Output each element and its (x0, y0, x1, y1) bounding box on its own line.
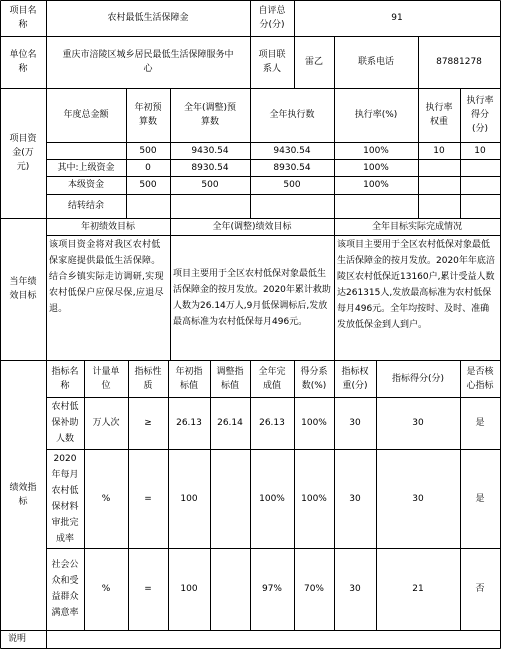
funds-cell-r3-c2 (170, 194, 250, 218)
indicator-cell-r0-c3: 26.13 (176, 418, 202, 428)
indicator-cell-r1-c8: 30 (412, 493, 424, 504)
indicator-cell-r0-c8: 30 (412, 418, 424, 428)
funds-header-3: 全年执行数 (269, 110, 315, 120)
funds-cell-r3-c5 (418, 194, 460, 218)
funds-cell-r3-c6 (460, 194, 500, 218)
funds-cell-r3-c3 (250, 194, 334, 218)
indicator-cell-r1-c1: % (101, 493, 111, 504)
indicators-section-label: 绩效指 标 (9, 483, 37, 507)
indicator-cell-r0-c7: 30 (349, 418, 361, 428)
goals-header-initial: 年初绩效目标 (80, 221, 135, 232)
project-name-label: 项目名 称 (9, 6, 37, 30)
phone-label: 联系电话 (357, 57, 394, 67)
indicator-cell-r0-c5: 26.13 (259, 418, 285, 428)
indicator-cell-r1-c0: 2020 年每月 农村低 保材料 审批完 成率 (51, 453, 79, 544)
goals-adjusted-text: 项目主要用于全区农村低保对象最低生活保障金的按月发放。2020年累计救助人数为26.14万人,9月低保调标后,发放最高标准为农村低保每月496元。 (173, 268, 331, 327)
indicator-cell-r1-c7: 30 (349, 493, 361, 504)
funds-cell-r1-c5 (418, 159, 460, 176)
funds-cell-r1-c1: 0 (145, 162, 151, 173)
funds-cell-r1-c0: 其中:上级资金 (57, 162, 115, 173)
project-name-value: 农村最低生活保障金 (107, 13, 189, 23)
funds-cell-r0-c2: 9430.54 (191, 145, 229, 156)
indicator-cell-r2-c4 (210, 548, 250, 630)
funds-cell-r3-c4 (334, 194, 418, 218)
goals-actual-text: 该项目主要用于全区农村低保对象最低生活保障金的按月发放。2020年年底涪陵区农村低保近13160户,累计受益人数达261315人,发放最高标准为农村低保每月496元。全年均按时、及时、准确发放低保金到人到户。 (337, 240, 495, 330)
funds-cell-r0-c4: 100% (363, 145, 389, 156)
indicator-header-5: 全年完 成值 (258, 366, 286, 391)
indicator-cell-r1-c3: 100 (180, 493, 198, 504)
indicator-cell-r0-c2: ≥ (144, 418, 152, 428)
funds-cell-r2-c2: 500 (201, 180, 219, 190)
indicator-cell-r2-c5: 97% (261, 584, 282, 594)
indicator-cell-r2-c9: 否 (475, 584, 485, 594)
contact-label: 项目联 系人 (258, 50, 286, 74)
funds-cell-r2-c1: 500 (139, 180, 157, 190)
indicator-header-8: 指标得分(分) (391, 373, 445, 384)
indicator-cell-r1-c5: 100% (259, 493, 285, 504)
indicator-cell-r0-c1: 万人次 (92, 418, 120, 428)
indicator-cell-r2-c1: % (101, 584, 111, 594)
indicator-header-9: 是否核 心指标 (466, 366, 494, 391)
indicator-cell-r1-c4 (210, 449, 250, 548)
unit-name-value: 重庆市涪陵区城乡居民最低生活保障服务中 心 (62, 50, 234, 74)
funds-cell-r3-c0: 结转结余 (67, 201, 104, 211)
indicator-cell-r2-c2: = (144, 584, 152, 594)
indicator-cell-r2-c7: 30 (349, 584, 361, 594)
funds-cell-r0-c5: 10 (433, 145, 445, 156)
funds-header-5: 执行率 权重 (425, 103, 453, 127)
funds-header-1: 年初预 算数 (134, 103, 162, 127)
goals-initial-text: 该项目资金将对我区农村低保家庭提供最低生活保障。结合乡镇实际走访调研,实现农村低保户应保尽保,应退尽退。 (49, 240, 164, 314)
note-value (46, 630, 500, 648)
indicator-cell-r2-c3: 100 (180, 584, 198, 594)
funds-cell-r0-c1: 500 (139, 145, 157, 156)
unit-name-label: 单位名 称 (9, 50, 37, 74)
funds-cell-r1-c2: 8930.54 (191, 162, 229, 173)
indicator-header-6: 得分系 数(%) (300, 366, 328, 391)
funds-section-label: 项目资 金(万 元) (9, 134, 37, 172)
indicator-header-0: 指标名 称 (51, 366, 79, 391)
indicator-cell-r0-c6: 100% (301, 418, 327, 428)
indicator-cell-r1-c9: 是 (475, 493, 485, 504)
self-score-label: 自评总 分(分) (258, 6, 286, 30)
funds-cell-r0-c6: 10 (474, 145, 486, 156)
self-score-value: 91 (391, 13, 403, 23)
funds-cell-r3-c1 (126, 194, 170, 218)
indicator-cell-r1-c6: 100% (301, 493, 327, 504)
funds-cell-r1-c3: 8930.54 (273, 162, 311, 173)
funds-cell-r2-c3: 500 (283, 180, 301, 190)
indicator-cell-r2-c6: 70% (303, 584, 324, 594)
indicator-cell-r0-c4: 26.14 (217, 418, 243, 428)
funds-cell-r2-c0: 本级资金 (67, 180, 104, 190)
goals-section-label: 当年绩 效目标 (9, 277, 37, 301)
goals-header-actual: 全年目标实际完成情况 (371, 221, 462, 232)
funds-cell-r0-c3: 9430.54 (273, 145, 311, 156)
indicator-header-4: 调整指 标值 (216, 366, 244, 391)
note-label: 说明 (8, 634, 27, 644)
indicator-header-2: 指标性 质 (134, 366, 162, 391)
indicator-header-1: 计量单 位 (92, 366, 120, 391)
indicator-cell-r0-c9: 是 (475, 418, 485, 428)
funds-header-6: 执行率 得分 (分) (466, 96, 494, 134)
funds-cell-r1-c4: 100% (363, 162, 389, 173)
indicator-header-7: 指标权 重(分) (341, 366, 369, 391)
indicator-header-3: 年初指 标值 (175, 366, 203, 391)
indicator-cell-r2-c0: 社会公 众和受 益群众 满意率 (51, 560, 79, 618)
phone-value: 87881278 (436, 57, 482, 67)
funds-header-0: 年度总金额 (63, 110, 109, 120)
funds-cell-r2-c4: 100% (363, 180, 389, 190)
funds-header-2: 全年(调整)预 算数 (183, 103, 237, 127)
goals-header-adjusted: 全年(调整)绩效目标 (212, 221, 292, 232)
funds-cell-r1-c6 (460, 159, 500, 176)
funds-cell-r2-c5 (418, 176, 460, 194)
indicator-cell-r0-c0: 农村低 保补助 人数 (51, 402, 79, 444)
indicator-cell-r2-c8: 21 (412, 584, 424, 594)
indicator-cell-r1-c2: = (144, 493, 152, 504)
funds-cell-r0-c0 (46, 142, 126, 159)
contact-value: 雷乙 (304, 57, 323, 67)
funds-header-4: 执行率(%) (354, 110, 398, 120)
funds-cell-r2-c6 (460, 176, 500, 194)
